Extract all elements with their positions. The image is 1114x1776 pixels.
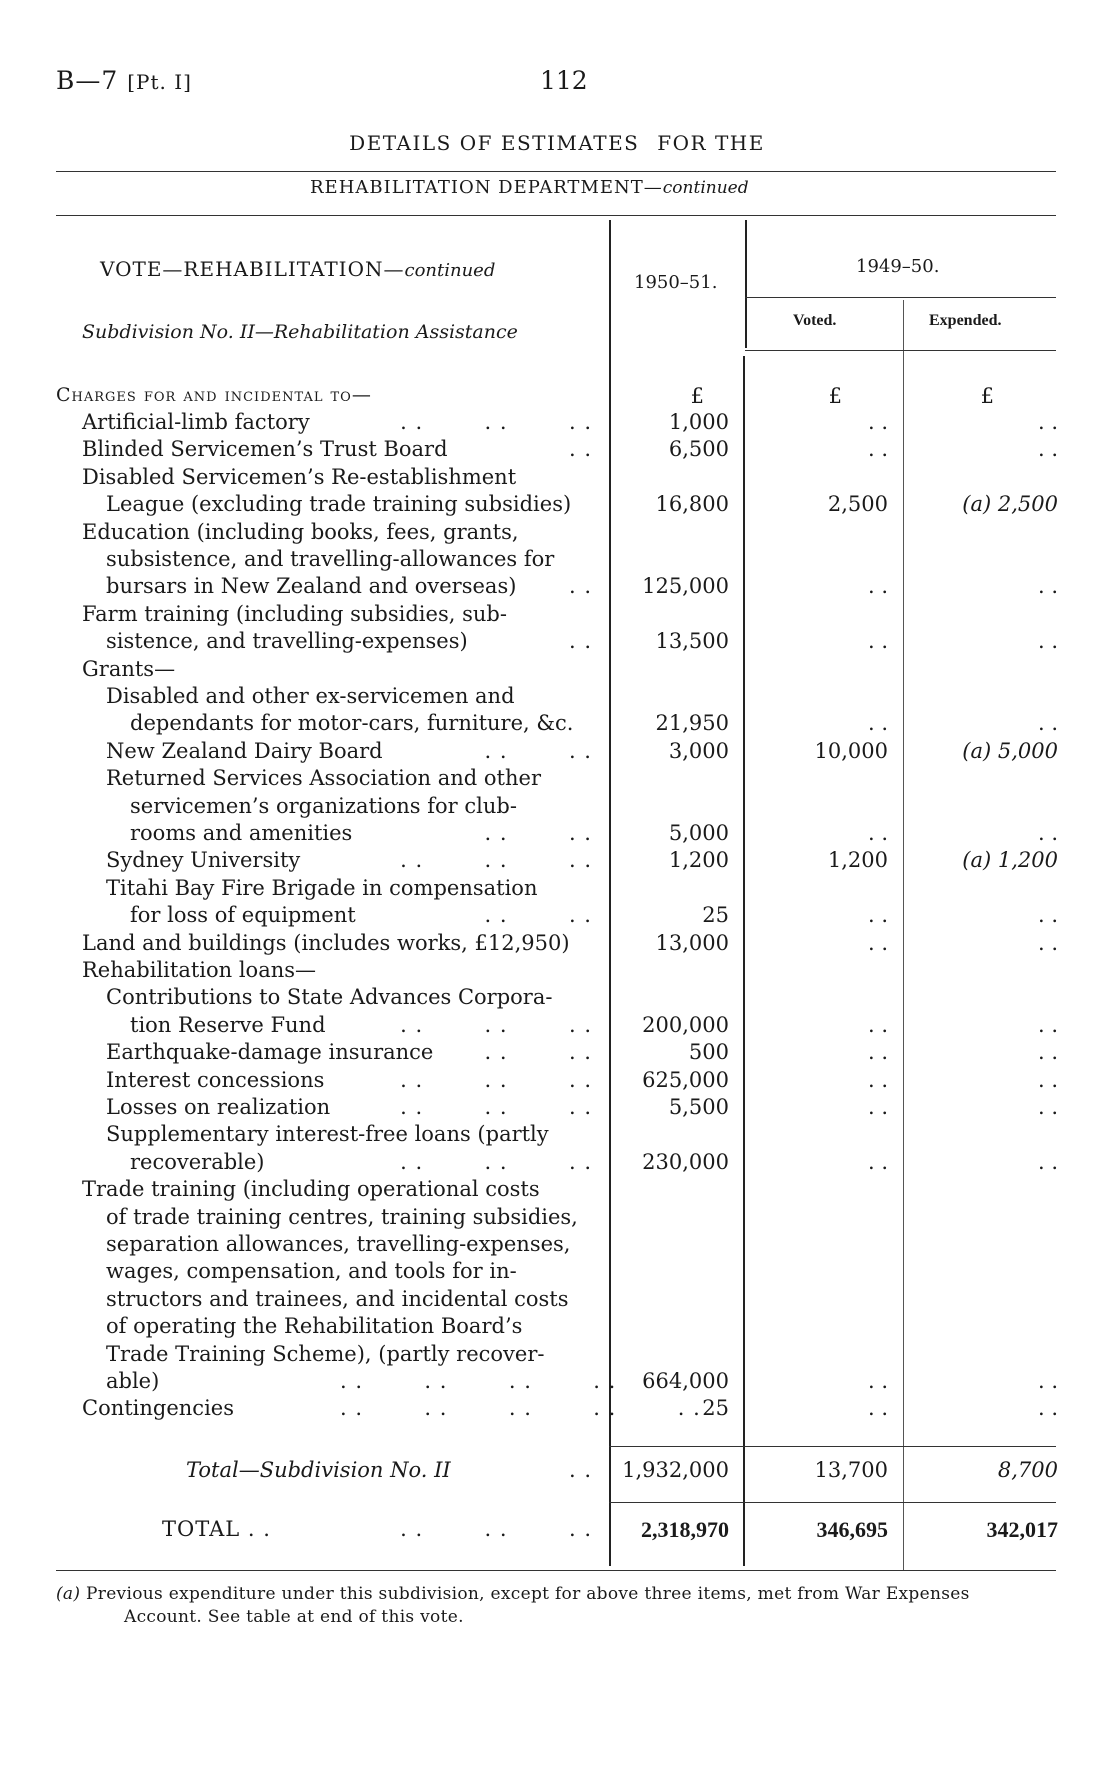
total-label: TOTAL . . <box>162 1517 271 1541</box>
total-expended: 342,017 <box>986 1517 1058 1542</box>
table-row <box>0 465 1114 492</box>
value-1950-51: 664,000 <box>642 1369 729 1393</box>
currency-row <box>0 384 1114 411</box>
item-description: Blinded Servicemen’s Trust Board <box>82 437 448 462</box>
value-expended: . . <box>1037 1067 1058 1092</box>
table-row <box>0 1342 1114 1369</box>
value-voted: . . <box>867 410 888 434</box>
table-row <box>0 602 1114 629</box>
table-row <box>0 903 1114 930</box>
item-description: separation allowances, travelling-expenses, <box>106 1232 571 1256</box>
value-expended: . . <box>1037 1369 1058 1393</box>
item-description: Earthquake-damage insurance <box>106 1040 434 1065</box>
item-description: recoverable) <box>130 1149 265 1174</box>
value-expended: (a) 2,500 <box>962 492 1058 517</box>
item-description: Interest concessions <box>106 1067 325 1092</box>
rule-before-subtotal <box>609 1446 1056 1447</box>
value-voted: 1,200 <box>827 848 888 873</box>
table-row <box>0 410 1114 437</box>
value-expended: . . <box>1037 821 1058 845</box>
value-expended: . . <box>1037 1095 1058 1119</box>
value-1950-51: 13,000 <box>655 930 729 955</box>
item-description: Education (including books, fees, grants, <box>82 519 519 544</box>
department-title: REHABILITATION DEPARTMENT—continued <box>310 177 749 198</box>
value-expended: (a) 1,200 <box>962 848 1058 873</box>
leader-dots: . . . . . . <box>400 1517 592 1541</box>
leader-dots: . . . . <box>484 821 592 845</box>
total-1950-51: 2,318,970 <box>641 1517 729 1542</box>
table-row <box>0 876 1114 903</box>
value-voted: . . <box>867 1012 888 1037</box>
page-title: DETAILS OF ESTIMATES FOR THE <box>349 131 765 155</box>
leader-dots: . . . . . . <box>400 410 592 434</box>
leader-dots: . . . . . . . . . . <box>340 1396 701 1421</box>
value-voted: . . <box>867 574 888 599</box>
rule-before-total <box>609 1502 1056 1503</box>
item-description: for loss of equipment <box>130 903 356 928</box>
value-voted: 2,500 <box>827 492 888 517</box>
rule-group-header <box>745 297 1056 298</box>
value-voted: . . <box>867 1067 888 1092</box>
value-expended: . . <box>1037 1012 1058 1037</box>
table-row <box>0 574 1114 601</box>
subtotal-label: Total—Subdivision No. II <box>186 1458 451 1482</box>
table-row <box>0 1314 1114 1341</box>
value-expended: . . <box>1037 629 1058 654</box>
item-description: Returned Services Association and other <box>106 766 541 791</box>
table-row <box>0 1095 1114 1122</box>
table-row <box>0 1013 1114 1040</box>
value-1950-51: 13,500 <box>655 629 729 654</box>
leader-dots: . . . . <box>484 903 592 928</box>
total-voted: 346,695 <box>816 1517 888 1542</box>
item-description: servicemen’s organizations for club- <box>130 793 517 818</box>
value-1950-51: 125,000 <box>642 574 729 599</box>
table-row <box>0 1150 1114 1177</box>
table-row <box>0 711 1114 738</box>
item-description: Disabled Servicemen’s Re-establishment <box>82 464 517 489</box>
value-1950-51: 1,000 <box>668 410 729 434</box>
column-rule-middle <box>745 220 747 348</box>
item-description: structors and trainees, and incidental costs <box>106 1286 569 1311</box>
item-description: Titahi Bay Fire Brigade in compensation <box>106 875 538 900</box>
item-description: Grants— <box>82 656 176 681</box>
currency-symbol: £ <box>828 384 842 408</box>
item-description: Farm training (including subsidies, sub- <box>82 601 507 626</box>
value-voted: . . <box>867 930 888 955</box>
item-description: Losses on realization <box>106 1095 331 1119</box>
item-description: able) <box>106 1369 160 1393</box>
value-expended: . . <box>1037 574 1058 599</box>
value-voted: . . <box>867 1040 888 1065</box>
part-label: [Pt. I] <box>127 70 192 94</box>
value-1950-51: 25 <box>702 1396 729 1421</box>
value-1950-51: 200,000 <box>642 1012 729 1037</box>
column-header-expended: Expended. <box>929 312 1002 329</box>
value-expended: . . <box>1037 1040 1058 1065</box>
footnote <box>56 1583 1066 1629</box>
leader-dots: . . <box>568 437 592 462</box>
item-description: bursars in New Zealand and overseas) <box>106 574 517 599</box>
subtotal-voted: 13,700 <box>814 1458 888 1482</box>
value-1950-51: 6,500 <box>668 437 729 462</box>
vote-title: VOTE—REHABILITATION—continued <box>100 257 496 281</box>
footnote-text-1: Previous expenditure under this subdivision, except for above three items, met from War Expenses <box>86 1584 970 1604</box>
table-row <box>0 547 1114 574</box>
value-expended: . . <box>1037 711 1058 736</box>
table-row <box>0 657 1114 684</box>
section-heading: Charges for and incidental to— <box>56 384 372 406</box>
item-description: Contingencies <box>82 1396 234 1421</box>
table-row <box>0 1068 1114 1095</box>
value-1950-51: 5,000 <box>668 821 729 845</box>
table-row <box>0 1369 1114 1396</box>
table-row <box>0 739 1114 766</box>
value-voted: . . <box>867 629 888 654</box>
value-1950-51: 3,000 <box>668 738 729 763</box>
table-row <box>0 985 1114 1012</box>
footnote-text-2: Account. See table at end of this vote. <box>124 1607 464 1627</box>
rule-header-bottom <box>745 350 1056 351</box>
column-header-voted: Voted. <box>793 312 837 329</box>
value-expended: . . <box>1037 930 1058 955</box>
value-1950-51: 500 <box>688 1040 729 1065</box>
item-description: Supplementary interest-free loans (partly <box>106 1122 549 1147</box>
currency-symbol: £ <box>980 384 994 408</box>
footnote-marker: (a) <box>56 1584 81 1604</box>
value-expended: (a) 5,000 <box>962 738 1058 763</box>
table-row <box>0 848 1114 875</box>
item-description: of operating the Rehabilitation Board’s <box>106 1314 523 1339</box>
value-1950-51: 21,950 <box>655 711 729 736</box>
leader-dots: . . . . <box>484 1040 592 1065</box>
item-description: of trade training centres, training subsidies, <box>106 1204 578 1229</box>
table-row <box>0 629 1114 656</box>
value-expended: . . <box>1037 410 1058 434</box>
value-expended: . . <box>1037 1396 1058 1421</box>
table-row <box>0 520 1114 547</box>
item-description: rooms and amenities <box>130 821 353 845</box>
leader-dots: . . . . . . . . <box>340 1369 617 1393</box>
table-row <box>0 437 1114 464</box>
item-description: New Zealand Dairy Board <box>106 738 383 763</box>
table-row <box>0 794 1114 821</box>
value-voted: . . <box>867 903 888 928</box>
value-1950-51: 25 <box>702 903 729 928</box>
column-header-1950-51: 1950–51. <box>634 272 718 293</box>
value-expended: . . <box>1037 1149 1058 1174</box>
table-row <box>0 931 1114 958</box>
item-description: Trade training (including operational costs <box>82 1177 540 1202</box>
table-row <box>0 1287 1114 1314</box>
table-row <box>0 1205 1114 1232</box>
table-row <box>0 1122 1114 1149</box>
value-voted: . . <box>867 437 888 462</box>
rule-above-footnote <box>56 1570 1056 1571</box>
item-description: Artificial-limb factory <box>82 410 310 434</box>
item-description: Land and buildings (includes works, £12,950) <box>82 930 570 955</box>
table-row <box>0 1177 1114 1204</box>
value-1950-51: 16,800 <box>655 492 729 517</box>
value-expended: . . <box>1037 437 1058 462</box>
table-row <box>0 1259 1114 1286</box>
table-row <box>0 821 1114 848</box>
item-description: Contributions to State Advances Corpora- <box>106 985 553 1010</box>
item-description: Rehabilitation loans— <box>82 958 317 982</box>
total-row <box>0 1517 1114 1544</box>
value-voted: . . <box>867 711 888 736</box>
value-1950-51: 625,000 <box>642 1067 729 1092</box>
rule-top <box>56 171 1056 172</box>
table-row <box>0 1232 1114 1259</box>
item-description: League (excluding trade training subsidies) <box>106 492 572 517</box>
value-voted: . . <box>867 1369 888 1393</box>
item-description: subsistence, and travelling-allowances for <box>106 547 555 571</box>
item-description: sistence, and travelling-expenses) <box>106 629 468 654</box>
value-1950-51: 5,500 <box>668 1095 729 1119</box>
value-expended: . . <box>1037 903 1058 928</box>
item-description: Sydney University <box>106 848 301 873</box>
leader-dots: . . . . . . <box>400 1012 592 1037</box>
table-row <box>0 684 1114 711</box>
rule-under-department <box>56 215 1056 216</box>
leader-dots: . . . . . . <box>400 1067 592 1092</box>
leader-dots: . . . . . . <box>400 1149 592 1174</box>
leader-dots: . . . . . . <box>400 1095 592 1119</box>
subtotal-row <box>0 1458 1114 1485</box>
item-description: Disabled and other ex-servicemen and <box>106 684 515 708</box>
value-voted: . . <box>867 821 888 845</box>
subdivision-title: Subdivision No. II—Rehabilitation Assistance <box>82 321 518 343</box>
table-row <box>0 958 1114 985</box>
table-row <box>0 766 1114 793</box>
leader-dots: . . <box>568 629 592 654</box>
column-header-1949-50: 1949–50. <box>856 256 940 277</box>
subtotal-1950-51: 1,932,000 <box>622 1458 729 1482</box>
value-voted: . . <box>867 1149 888 1174</box>
item-description: Trade Training Scheme), (partly recover- <box>106 1341 545 1366</box>
currency-symbol: £ <box>690 384 704 408</box>
value-1950-51: 230,000 <box>642 1149 729 1174</box>
value-voted: . . <box>867 1095 888 1119</box>
subtotal-expended: 8,700 <box>997 1458 1058 1482</box>
leader-dots: . . . . . . <box>400 848 592 873</box>
value-voted: . . <box>867 1396 888 1421</box>
table-row <box>0 1040 1114 1067</box>
value-1950-51: 1,200 <box>668 848 729 873</box>
table-row <box>0 1396 1114 1423</box>
value-voted: 10,000 <box>814 738 888 763</box>
item-description: tion Reserve Fund <box>130 1012 326 1037</box>
page-number: 112 <box>540 66 588 95</box>
leader-dots: . . <box>568 574 592 599</box>
item-description: dependants for motor-cars, furniture, &c. <box>130 711 574 736</box>
document-reference: B—7 [Pt. I] <box>56 66 192 95</box>
item-description: wages, compensation, and tools for in- <box>106 1259 517 1284</box>
leader-dots: . . . . <box>484 738 592 763</box>
table-row <box>0 492 1114 519</box>
leader-dots: . . <box>568 1458 592 1482</box>
